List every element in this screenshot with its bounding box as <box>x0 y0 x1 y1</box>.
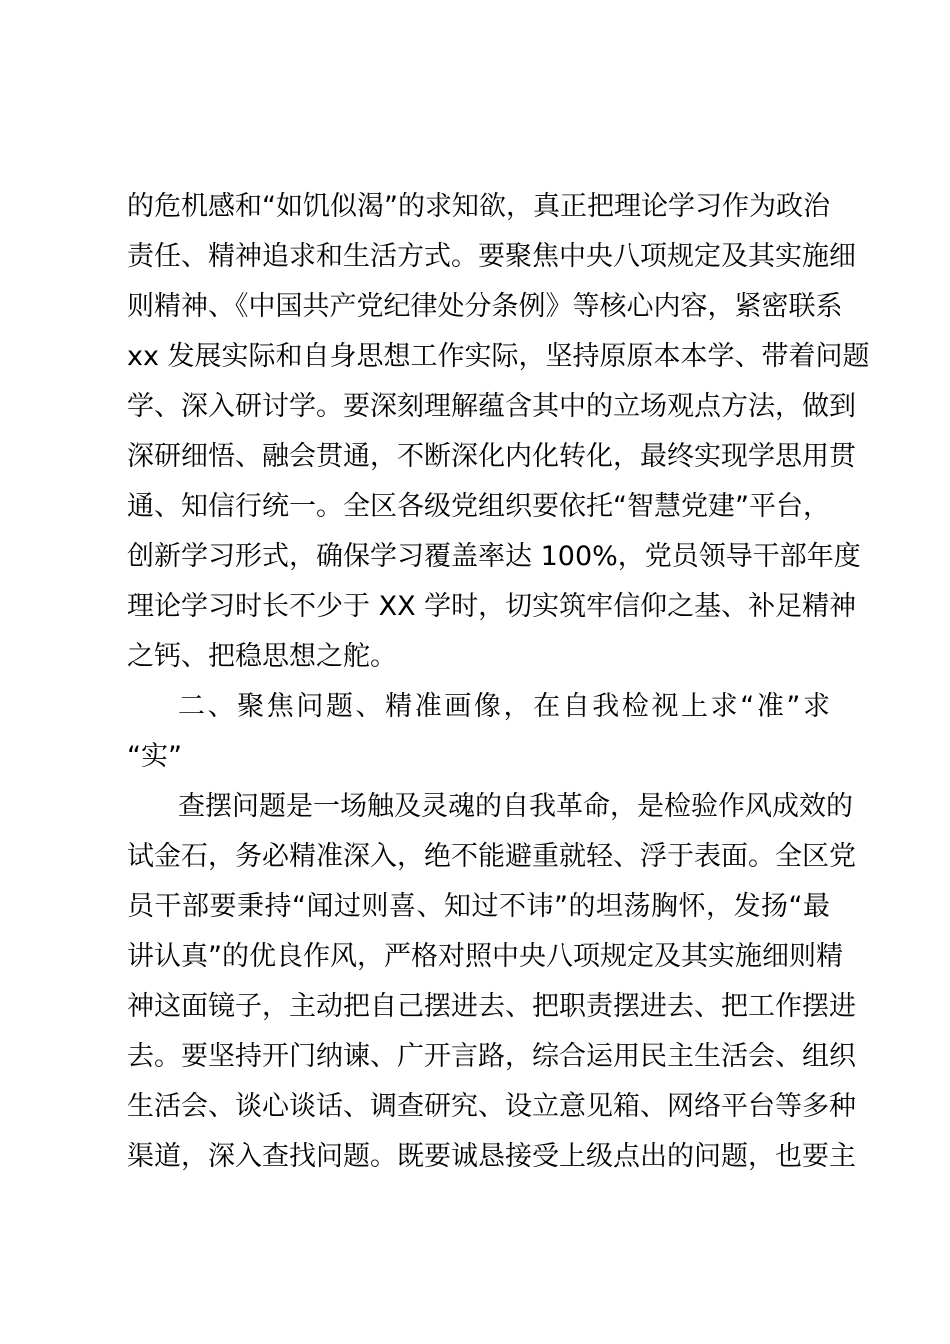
paragraph-line: 则精神、《中国共产党纪律处分条例》等核心内容，紧密联系 <box>127 291 843 322</box>
paragraph-line: 理论学习时长不少于 XX 学时，切实筑牢信仰之基、补足精神 <box>127 591 857 622</box>
section-heading: 二、聚焦问题、精准画像，在自我检视上求“准”求 <box>178 691 830 722</box>
paragraph-line: 去。要坚持开门纳谏、广开言路，综合运用民主生活会、组织 <box>127 1041 856 1072</box>
paragraph-line: 神这面镜子，主动把自己摆进去、把职责摆进去、把工作摆进 <box>127 991 856 1022</box>
paragraph-line: 通、知信行统一。全区各级党组织要依托“智慧党建”平台， <box>127 491 830 522</box>
paragraph-line: 生活会、谈心谈话、调查研究、设立意见箱、网络平台等多种 <box>127 1091 856 1122</box>
paragraph-line: 查摆问题是一场触及灵魂的自我革命，是检验作风成效的 <box>178 791 853 822</box>
paragraph-line: 的危机感和“如饥似渴”的求知欲，真正把理论学习作为政治 <box>127 191 830 222</box>
paragraph-line: 试金石，务必精准深入，绝不能避重就轻、浮于表面。全区党 <box>127 841 856 872</box>
section-heading-continued: “实” <box>127 741 182 772</box>
paragraph-line: 渠道，深入查找问题。既要诚恳接受上级点出的问题，也要主 <box>127 1141 856 1172</box>
paragraph-line: 深研细悟、融会贯通，不断深化内化转化，最终实现学思用贯 <box>127 441 856 472</box>
paragraph-line: 创新学习形式，确保学习覆盖率达 100%，党员领导干部年度 <box>127 541 861 572</box>
paragraph-line: 责任、精神追求和生活方式。要聚焦中央八项规定及其实施细 <box>127 241 856 272</box>
paragraph-line: 讲认真”的优良作风，严格对照中央八项规定及其实施细则精 <box>127 941 843 972</box>
paragraph-line: xx 发展实际和自身思想工作实际，坚持原原本本学、带着问题 <box>127 341 870 372</box>
paragraph-line: 学、深入研讨学。要深刻理解蕴含其中的立场观点方法，做到 <box>127 391 856 422</box>
paragraph-line: 之钙、把稳思想之舵。 <box>127 641 397 672</box>
paragraph-line: 员干部要秉持“闻过则喜、知过不讳”的坦荡胸怀，发扬“最 <box>127 891 830 922</box>
